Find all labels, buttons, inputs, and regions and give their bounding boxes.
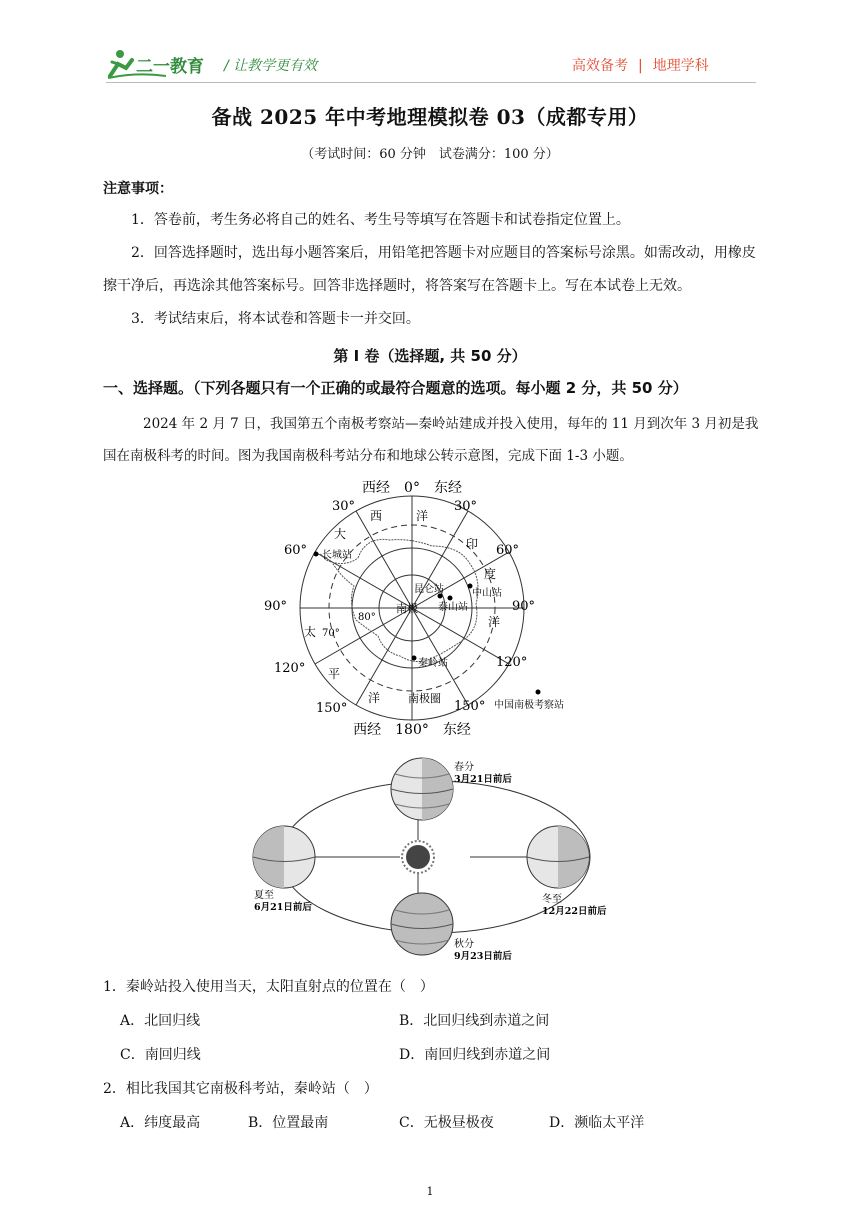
question-1-option-d: D．南回归线到赤道之间: [399, 1047, 551, 1063]
legend-station-label: 中国南极考察站: [494, 700, 564, 711]
orbit-autumn-label: 秋分: [454, 939, 474, 950]
question-2-stem: 2．相比我国其它南极科考站，秦岭站（ ）: [103, 1081, 378, 1097]
lat-70-label: 70°: [322, 628, 340, 639]
question-1-option-a: A．北回归线: [120, 1013, 201, 1029]
legend-station-dot: [536, 690, 541, 695]
ocean-char-yin: 印: [466, 537, 479, 551]
station-taishan-dot: [448, 596, 453, 601]
question-1-option-b: B．北回归线到赤道之间: [399, 1013, 550, 1029]
exam-subtitle: （考试时间：60 分钟 试卷满分：100 分）: [301, 147, 559, 162]
ocean-char-yang-1: 洋: [416, 509, 429, 523]
station-zhongshan-label: 中山站: [472, 588, 502, 599]
map-top-label: 西经 0° 东经: [362, 480, 462, 496]
earth-spring-icon: [391, 758, 453, 820]
ocean-char-yang-2: 洋: [488, 615, 501, 629]
orbit-autumn-date: 9月23日前后: [454, 951, 512, 962]
earth-summer-icon: [253, 826, 315, 888]
question-2-option-d: D．濒临太平洋: [549, 1115, 645, 1131]
deg-60-left: 60°: [284, 543, 308, 558]
page-number: 1: [426, 1185, 434, 1198]
deg-150-left: 150°: [316, 701, 348, 716]
question-2-option-c: C．无极昼极夜: [399, 1115, 494, 1131]
header-subject: [572, 55, 709, 75]
svg-text:二一教育: 二一教育: [136, 57, 204, 77]
brand-logo: [106, 48, 226, 80]
ocean-char-ping: 平: [328, 667, 341, 681]
notice-heading: 注意事项：: [103, 181, 173, 197]
exam-title: 备战 2025 年中考地理模拟卷 03（成都专用）: [211, 105, 649, 129]
south-pole-label: 南极: [396, 602, 418, 615]
earth-winter-icon: [527, 826, 589, 888]
ocean-char-da: 大: [334, 527, 347, 541]
orbit-spring-label: 春分: [454, 762, 474, 773]
header-tag-prep: 高效备考: [572, 58, 628, 74]
deg-30-right: 30°: [454, 499, 478, 514]
antarctic-circle-label: 南极圈: [408, 692, 441, 705]
header-divider: [106, 82, 756, 83]
question-2-option-a: A．纬度最高: [120, 1115, 201, 1131]
deg-90-left: 90°: [264, 599, 288, 614]
antarctic-station-map: [264, 476, 610, 738]
earth-autumn-icon: [391, 893, 453, 955]
brand-slogan: / 让教学更有效: [224, 58, 318, 74]
section-title: 第 I 卷（选择题, 共 50 分）: [333, 347, 527, 365]
deg-30-left: 30°: [332, 499, 356, 514]
question-1-stem: 1．秦岭站投入使用当天，太阳直射点的位置在（ ）: [103, 979, 434, 995]
ocean-char-yang-3: 洋: [368, 691, 381, 705]
header-tag-subject: 地理学科: [652, 58, 709, 74]
orbit-summer-date: 6月21日前后: [254, 902, 312, 913]
station-taishan-label: 泰山站: [438, 602, 468, 613]
deg-60-right: 60°: [496, 543, 520, 558]
question-intro: 2024 年 2 月 7 日，我国第五个南极考察站—秦岭站建成并投入使用，每年的 11 月到次年 3 月初是我国在南极科考的时间。图为我国南极科考站分布和地球公转示意图，完成下面 1-3 小题。: [103, 416, 759, 464]
question-group-heading: 一、选择题。（下列各题只有一个正确的或最符合题意的选项。每小题 2 分，共 50 分）: [103, 379, 688, 397]
ocean-char-xi: 西: [370, 509, 383, 523]
station-kunlun-label: 昆仑站: [414, 584, 444, 595]
orbit-winter-date: 12月22日前后: [542, 906, 607, 917]
notice-item-3: 3．考试结束后，将本试卷和答题卡一并交回。: [131, 311, 420, 327]
orbit-winter-label: 冬至: [542, 894, 562, 905]
deg-120-left: 120°: [274, 661, 306, 676]
lat-80-label: 80°: [358, 612, 376, 623]
ocean-char-du: 度: [484, 567, 497, 581]
map-bottom-label: 西经 180° 东经: [353, 722, 471, 738]
notice-item-1: 1．答卷前，考生务必将自己的姓名、考生号等填写在答题卡和试卷指定位置上。: [131, 212, 630, 228]
deg-120-right: 120°: [496, 655, 528, 670]
question-2-option-b: B．位置最南: [248, 1115, 329, 1131]
earth-orbit-diagram: [250, 744, 620, 966]
deg-90-right: 90°: [512, 599, 536, 614]
station-qinling-label: 秦岭站: [418, 658, 448, 669]
ocean-char-tai: 太: [304, 625, 317, 639]
question-1-option-c: C．南回归线: [120, 1047, 201, 1063]
notice-item-2: 2．回答选择题时，选出每小题答案后，用铅笔把答题卡对应题目的答案标号涂黑。如需改动，用橡皮擦干净后，再选涂其他答案标号。回答非选择题时，将答案写在答题卡上。写在本试卷上无效。: [103, 245, 756, 294]
station-changcheng-dot: [314, 552, 319, 557]
header-separator: |: [638, 58, 643, 74]
sun-icon: [402, 841, 434, 873]
orbit-summer-label: 夏至: [254, 890, 274, 901]
deg-150-right: 150°: [454, 699, 486, 714]
station-qinling-dot: [412, 656, 417, 661]
orbit-spring-date: 3月21日前后: [454, 774, 512, 785]
station-changcheng-label: 长城站: [322, 550, 352, 561]
